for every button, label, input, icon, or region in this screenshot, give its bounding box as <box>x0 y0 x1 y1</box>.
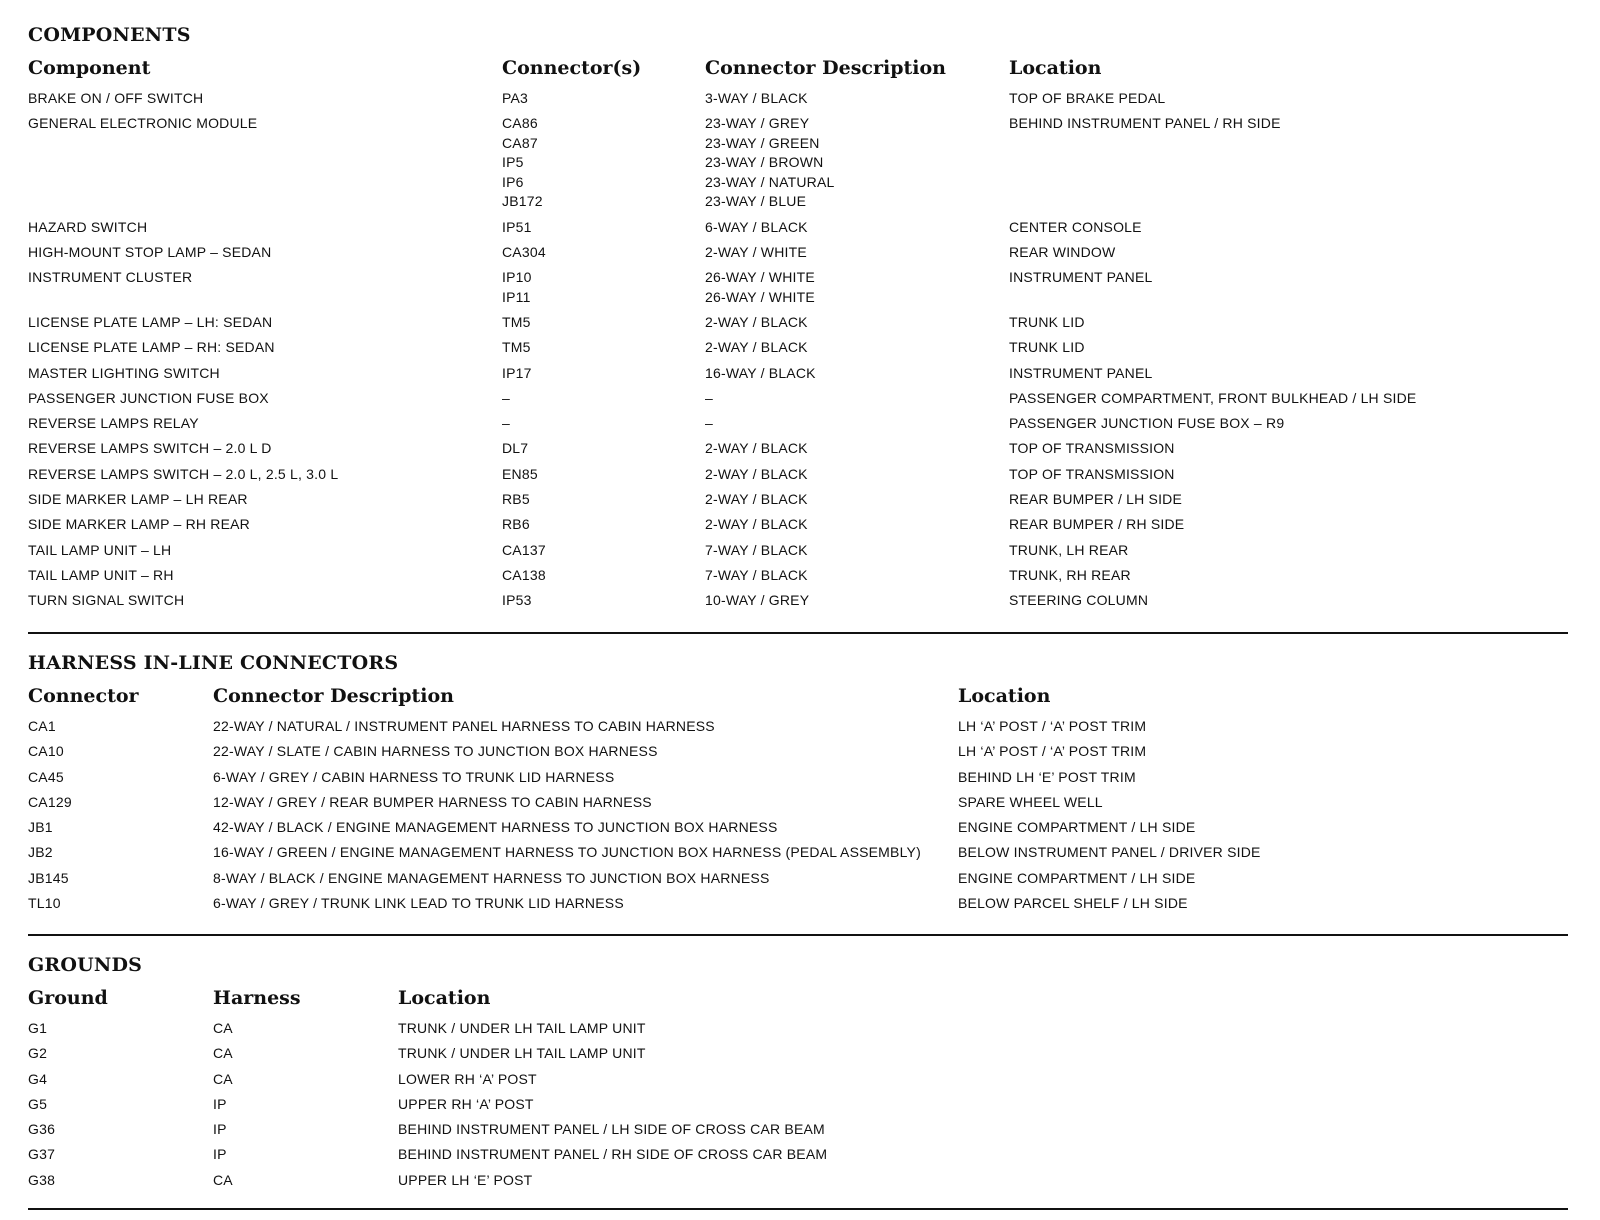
component-name <box>28 313 272 333</box>
component-location-line: PASSENGER COMPARTMENT, FRONT BULKHEAD / LH SIDE <box>1009 389 1417 406</box>
ground-row <box>28 1095 1568 1120</box>
harness-connector-description <box>213 768 614 788</box>
component-connector-description-line: 7-WAY / BLACK <box>705 541 808 558</box>
component-name-line: GENERAL ELECTRONIC MODULE <box>28 115 258 132</box>
ground-row <box>28 1044 1568 1069</box>
harness-header-connector: Connector <box>28 685 139 707</box>
component-row <box>28 268 1568 313</box>
component-name-line: TAIL LAMP UNIT – RH <box>28 566 174 583</box>
ground-harness <box>213 1120 227 1140</box>
component-location <box>1009 465 1175 485</box>
component-name-line: SIDE MARKER LAMP – RH REAR <box>28 516 250 533</box>
harness-location <box>958 768 1136 788</box>
ground-harness <box>213 1070 233 1090</box>
component-location-line: STEERING COLUMN <box>1009 592 1149 609</box>
ground-row <box>28 1171 1568 1196</box>
component-connector-description-line: 2-WAY / BLACK <box>705 313 808 330</box>
component-connector-line: IP51 <box>502 218 532 235</box>
component-connector <box>502 566 546 586</box>
component-connector-description <box>705 566 808 586</box>
harness-row <box>28 818 1568 843</box>
component-location-line: CENTER CONSOLE <box>1009 218 1142 235</box>
component-connector-line: – <box>502 415 510 432</box>
component-connector-line: TM5 <box>502 339 531 356</box>
component-location <box>1009 515 1184 535</box>
component-connector-description-line: 3-WAY / BLACK <box>705 90 808 106</box>
component-name <box>28 389 269 409</box>
component-connector <box>502 414 510 434</box>
component-connector-description <box>705 515 808 535</box>
component-connector <box>502 114 543 212</box>
component-connector-description <box>705 591 809 611</box>
ground-id-line: G38 <box>28 1171 56 1188</box>
components-title: COMPONENTS <box>28 24 191 46</box>
component-connector-description <box>705 89 808 109</box>
harness-connector <box>28 717 56 737</box>
component-connector-description-line: – <box>705 415 713 432</box>
component-location <box>1009 566 1131 586</box>
harness-connector-line: JB2 <box>28 844 53 861</box>
harness-connector-description-line: 42-WAY / BLACK / ENGINE MANAGEMENT HARNESS TO JUNCTION BOX HARNESS <box>213 819 778 836</box>
component-name <box>28 566 174 586</box>
harness-location-line: BELOW PARCEL SHELF / LH SIDE <box>958 895 1188 912</box>
component-connector-description-line: 7-WAY / BLACK <box>705 566 808 583</box>
component-name-line: LICENSE PLATE LAMP – LH: SEDAN <box>28 313 273 330</box>
harness-connector <box>28 742 64 762</box>
harness-connector <box>28 843 53 863</box>
ground-id <box>28 1120 55 1140</box>
component-row <box>28 541 1568 566</box>
harness-divider <box>28 934 1568 936</box>
component-row <box>28 591 1568 616</box>
component-connector <box>502 389 510 409</box>
component-connector-line: DL7 <box>502 440 529 457</box>
component-row <box>28 89 1568 114</box>
component-location <box>1009 268 1152 288</box>
component-connector-description-line: 23-WAY / GREEN <box>705 134 820 151</box>
component-connector-description-line: 2-WAY / WHITE <box>705 243 807 260</box>
component-location-line: TOP OF TRANSMISSION <box>1009 440 1175 457</box>
component-location-line: PASSENGER JUNCTION FUSE BOX – R9 <box>1009 415 1285 432</box>
component-name <box>28 414 199 434</box>
ground-location-line: LOWER RH ‘A’ POST <box>398 1070 537 1087</box>
ground-location-line: UPPER RH ‘A’ POST <box>398 1095 534 1112</box>
component-row <box>28 414 1568 439</box>
harness-location <box>958 717 1146 737</box>
component-location-line: TRUNK LID <box>1009 339 1085 356</box>
ground-id <box>28 1171 55 1191</box>
component-connector-line: CA138 <box>502 566 546 583</box>
component-row <box>28 439 1568 464</box>
component-connector <box>502 268 532 307</box>
grounds-header-location: Location <box>398 987 491 1009</box>
harness-connector-description-line: 8-WAY / BLACK / ENGINE MANAGEMENT HARNESS TO JUNCTION BOX HARNESS <box>213 869 770 886</box>
ground-location <box>398 1120 825 1140</box>
component-row <box>28 114 1568 217</box>
component-name <box>28 89 203 109</box>
component-location-line: INSTRUMENT PANEL <box>1009 364 1153 381</box>
ground-location-line: BEHIND INSTRUMENT PANEL / RH SIDE OF CROSS CAR BEAM <box>398 1146 828 1163</box>
component-connector-description <box>705 218 808 238</box>
harness-connector <box>28 894 61 914</box>
component-connector-description-line: 2-WAY / BLACK <box>705 440 808 457</box>
components-divider <box>28 632 1568 634</box>
harness-header-description: Connector Description <box>213 685 454 707</box>
component-row <box>28 243 1568 268</box>
ground-id <box>28 1019 47 1039</box>
component-name-line: PASSENGER JUNCTION FUSE BOX <box>28 389 269 406</box>
ground-harness-line: IP <box>213 1121 227 1138</box>
component-connector-line: IP11 <box>502 288 531 305</box>
ground-id-line: G4 <box>28 1070 48 1087</box>
component-connector-description <box>705 414 713 434</box>
component-connector-description-line: 6-WAY / BLACK <box>705 218 808 235</box>
grounds-divider <box>28 1208 1568 1210</box>
component-connector-line: RB5 <box>502 491 530 508</box>
harness-location-line: LH ‘A’ POST / ‘A’ POST TRIM <box>958 743 1147 760</box>
ground-location <box>398 1171 532 1191</box>
component-name-line: MASTER LIGHTING SWITCH <box>28 364 220 381</box>
ground-location-line: UPPER LH ‘E’ POST <box>398 1171 533 1188</box>
ground-harness-line: CA <box>213 1171 233 1188</box>
component-connector-line: JB172 <box>502 193 543 210</box>
component-name <box>28 541 171 561</box>
ground-row <box>28 1019 1568 1044</box>
harness-connector-description-line: 22-WAY / SLATE / CABIN HARNESS TO JUNCTION BOX HARNESS <box>213 743 658 760</box>
ground-harness <box>213 1095 227 1115</box>
ground-row <box>28 1070 1568 1095</box>
component-connector <box>502 439 528 459</box>
component-connector-line: RB6 <box>502 516 530 533</box>
components-header-description: Connector Description <box>705 57 946 79</box>
component-connector-description-line: 16-WAY / BLACK <box>705 364 816 381</box>
component-connector <box>502 218 532 238</box>
component-row <box>28 515 1568 540</box>
harness-location-line: ENGINE COMPARTMENT / LH SIDE <box>958 869 1196 886</box>
harness-connector-line: CA129 <box>28 793 72 810</box>
harness-location <box>958 894 1188 914</box>
grounds-header-harness: Harness <box>213 987 301 1009</box>
component-location <box>1009 218 1142 238</box>
component-connector-description-line: 23-WAY / NATURAL <box>705 173 835 190</box>
component-connector-line: EN85 <box>502 465 538 482</box>
component-connector-description <box>705 313 808 333</box>
ground-id <box>28 1145 55 1165</box>
component-connector-line: IP5 <box>502 154 524 171</box>
component-connector-line: CA137 <box>502 541 546 558</box>
component-name-line: HAZARD SWITCH <box>28 218 148 235</box>
component-row <box>28 465 1568 490</box>
component-connector <box>502 243 546 263</box>
component-connector-description-line: – <box>705 389 713 406</box>
component-connector-description <box>705 338 808 358</box>
ground-row <box>28 1145 1568 1170</box>
harness-row <box>28 843 1568 868</box>
harness-header-location: Location <box>958 685 1051 707</box>
component-connector-description-line: 2-WAY / BLACK <box>705 491 808 508</box>
component-connector-line: – <box>502 389 510 406</box>
component-connector <box>502 89 528 109</box>
component-name <box>28 591 184 611</box>
harness-connector <box>28 818 53 838</box>
ground-id-line: G1 <box>28 1020 48 1036</box>
component-name-line: SIDE MARKER LAMP – LH REAR <box>28 491 248 508</box>
component-name <box>28 465 338 485</box>
ground-location-line: TRUNK / UNDER LH TAIL LAMP UNIT <box>398 1020 646 1036</box>
component-name <box>28 114 257 134</box>
ground-id-line: G36 <box>28 1121 56 1138</box>
harness-location <box>958 818 1195 838</box>
component-row <box>28 313 1568 338</box>
component-connector-description <box>705 243 807 263</box>
component-name <box>28 364 220 384</box>
harness-location-line: SPARE WHEEL WELL <box>958 793 1103 810</box>
harness-connector-line: TL10 <box>28 895 61 912</box>
component-location-line: REAR BUMPER / LH SIDE <box>1009 491 1183 508</box>
harness-connector-description <box>213 742 658 762</box>
harness-location <box>958 843 1261 863</box>
component-name <box>28 338 275 358</box>
component-location-line: TRUNK, RH REAR <box>1009 566 1131 583</box>
component-connector-line: IP17 <box>502 364 532 381</box>
component-connector-description-line: 23-WAY / BROWN <box>705 154 824 171</box>
component-connector <box>502 490 530 510</box>
component-name <box>28 243 271 263</box>
component-location-line: BEHIND INSTRUMENT PANEL / RH SIDE <box>1009 115 1281 132</box>
harness-connector <box>28 768 64 788</box>
component-name-line: REVERSE LAMPS SWITCH – 2.0 L D <box>28 440 272 457</box>
component-name-line: INSTRUMENT CLUSTER <box>28 269 193 286</box>
harness-row <box>28 742 1568 767</box>
component-row <box>28 566 1568 591</box>
component-connector <box>502 515 530 535</box>
component-connector-description <box>705 364 816 384</box>
ground-harness-line: IP <box>213 1095 227 1112</box>
component-connector-description <box>705 465 808 485</box>
harness-location-line: LH ‘A’ POST / ‘A’ POST TRIM <box>958 718 1147 734</box>
component-name <box>28 515 250 535</box>
component-connector <box>502 541 546 561</box>
harness-connector <box>28 793 72 813</box>
ground-location <box>398 1145 827 1165</box>
components-rows <box>28 89 1568 617</box>
harness-row <box>28 717 1568 742</box>
component-location <box>1009 439 1175 459</box>
component-name <box>28 490 248 510</box>
component-connector-line: CA304 <box>502 243 546 260</box>
component-location <box>1009 591 1148 611</box>
component-connector-description-line: 23-WAY / BLUE <box>705 193 807 210</box>
ground-id <box>28 1070 47 1090</box>
component-connector-description-line: 2-WAY / BLACK <box>705 339 808 356</box>
ground-id <box>28 1095 47 1115</box>
component-location <box>1009 389 1416 409</box>
harness-connector-line: JB1 <box>28 819 53 836</box>
harness-connector <box>28 869 69 889</box>
harness-connector-description-line: 6-WAY / GREY / CABIN HARNESS TO TRUNK LID HARNESS <box>213 768 615 785</box>
harness-location <box>958 793 1103 813</box>
component-connector-description <box>705 439 808 459</box>
component-location <box>1009 243 1115 263</box>
component-connector-description-line: 26-WAY / WHITE <box>705 288 815 305</box>
component-name-line: BRAKE ON / OFF SWITCH <box>28 90 204 106</box>
harness-connector-line: CA45 <box>28 768 64 785</box>
component-location-line: TOP OF BRAKE PEDAL <box>1009 90 1166 106</box>
ground-harness <box>213 1145 227 1165</box>
component-connector-description-line: 10-WAY / GREY <box>705 592 810 609</box>
component-connector-line: CA86 <box>502 115 538 132</box>
component-row <box>28 364 1568 389</box>
component-connector-line: CA87 <box>502 134 538 151</box>
component-location-line: INSTRUMENT PANEL <box>1009 269 1153 286</box>
component-location <box>1009 490 1182 510</box>
grounds-header-ground: Ground <box>28 987 108 1009</box>
component-row <box>28 389 1568 414</box>
harness-location <box>958 742 1146 762</box>
component-row <box>28 218 1568 243</box>
ground-harness <box>213 1171 233 1191</box>
ground-location-line: TRUNK / UNDER LH TAIL LAMP UNIT <box>398 1045 646 1062</box>
harness-connector-description-line: 16-WAY / GREEN / ENGINE MANAGEMENT HARNESS TO JUNCTION BOX HARNESS (PEDAL ASSEMBLY) <box>213 844 921 861</box>
ground-id <box>28 1044 47 1064</box>
harness-connector-description-line: 22-WAY / NATURAL / INSTRUMENT PANEL HARNESS TO CABIN HARNESS <box>213 718 715 734</box>
ground-location <box>398 1095 534 1115</box>
component-location <box>1009 89 1165 109</box>
component-connector-description-line: 26-WAY / WHITE <box>705 269 815 286</box>
ground-harness <box>213 1044 233 1064</box>
component-connector-description <box>705 389 713 409</box>
component-row <box>28 490 1568 515</box>
harness-connector-line: CA10 <box>28 743 64 760</box>
component-connector-line: TM5 <box>502 313 531 330</box>
component-connector-line: PA3 <box>502 90 529 106</box>
component-connector-description-line: 23-WAY / GREY <box>705 115 810 132</box>
harness-rows <box>28 717 1568 919</box>
harness-location <box>958 869 1195 889</box>
component-location <box>1009 114 1281 134</box>
component-location <box>1009 414 1284 434</box>
grounds-title: GROUNDS <box>28 954 143 976</box>
component-connector-line: IP6 <box>502 173 524 190</box>
ground-location <box>398 1070 537 1090</box>
component-name-line: REVERSE LAMPS SWITCH – 2.0 L, 2.5 L, 3.0 L <box>28 465 339 482</box>
component-name-line: TURN SIGNAL SWITCH <box>28 592 185 609</box>
component-connector <box>502 338 531 358</box>
component-name <box>28 218 147 238</box>
component-location <box>1009 541 1128 561</box>
grounds-rows <box>28 1019 1568 1196</box>
ground-harness <box>213 1019 233 1039</box>
harness-location-line: ENGINE COMPARTMENT / LH SIDE <box>958 819 1196 836</box>
harness-title: HARNESS IN-LINE CONNECTORS <box>28 652 399 674</box>
component-connector <box>502 465 538 485</box>
harness-connector-description <box>213 793 652 813</box>
harness-connector-description <box>213 818 778 838</box>
ground-harness-line: IP <box>213 1146 227 1163</box>
component-connector-description <box>705 114 835 212</box>
component-location <box>1009 364 1152 384</box>
ground-location <box>398 1044 646 1064</box>
harness-row <box>28 869 1568 894</box>
harness-connector-description-line: 12-WAY / GREY / REAR BUMPER HARNESS TO CABIN HARNESS <box>213 793 652 810</box>
ground-location <box>398 1019 646 1039</box>
harness-connector-line: JB145 <box>28 869 69 886</box>
ground-id-line: G37 <box>28 1146 56 1163</box>
component-connector-description-line: 2-WAY / BLACK <box>705 516 808 533</box>
components-header-location: Location <box>1009 57 1102 79</box>
harness-connector-description <box>213 894 624 914</box>
harness-connector-description <box>213 843 921 863</box>
component-connector-description-line: 2-WAY / BLACK <box>705 465 808 482</box>
component-connector-line: IP53 <box>502 592 532 609</box>
component-connector <box>502 591 532 611</box>
harness-row <box>28 894 1568 919</box>
component-name <box>28 268 192 288</box>
component-location-line: TRUNK LID <box>1009 313 1085 330</box>
ground-harness-line: CA <box>213 1045 233 1062</box>
component-location <box>1009 313 1085 333</box>
harness-connector-description <box>213 869 770 889</box>
ground-harness-line: CA <box>213 1020 233 1036</box>
component-connector <box>502 313 531 333</box>
component-connector-description <box>705 268 815 307</box>
component-location-line: TRUNK, LH REAR <box>1009 541 1129 558</box>
component-name-line: LICENSE PLATE LAMP – RH: SEDAN <box>28 339 275 356</box>
component-name-line: REVERSE LAMPS RELAY <box>28 415 199 432</box>
component-location-line: REAR BUMPER / RH SIDE <box>1009 516 1185 533</box>
ground-row <box>28 1120 1568 1145</box>
components-header-connectors: Connector(s) <box>502 57 642 79</box>
harness-location-line: BELOW INSTRUMENT PANEL / DRIVER SIDE <box>958 844 1261 861</box>
harness-row <box>28 793 1568 818</box>
components-header-component: Component <box>28 57 151 79</box>
harness-connector-description-line: 6-WAY / GREY / TRUNK LINK LEAD TO TRUNK LID HARNESS <box>213 895 624 912</box>
ground-id-line: G5 <box>28 1095 48 1112</box>
component-location <box>1009 338 1085 358</box>
component-connector-line: IP10 <box>502 269 532 286</box>
component-name-line: TAIL LAMP UNIT – LH <box>28 541 172 558</box>
component-name <box>28 439 272 459</box>
harness-row <box>28 768 1568 793</box>
ground-harness-line: CA <box>213 1070 233 1087</box>
component-connector-description <box>705 490 808 510</box>
ground-id-line: G2 <box>28 1045 48 1062</box>
harness-connector-description <box>213 717 715 737</box>
component-name-line: HIGH-MOUNT STOP LAMP – SEDAN <box>28 243 272 260</box>
harness-connector-line: CA1 <box>28 718 56 734</box>
component-row <box>28 338 1568 363</box>
component-location-line: REAR WINDOW <box>1009 243 1116 260</box>
ground-location-line: BEHIND INSTRUMENT PANEL / LH SIDE OF CROSS CAR BEAM <box>398 1121 825 1138</box>
harness-location-line: BEHIND LH ‘E’ POST TRIM <box>958 768 1136 785</box>
component-connector <box>502 364 532 384</box>
component-connector-description <box>705 541 808 561</box>
component-location-line: TOP OF TRANSMISSION <box>1009 465 1175 482</box>
